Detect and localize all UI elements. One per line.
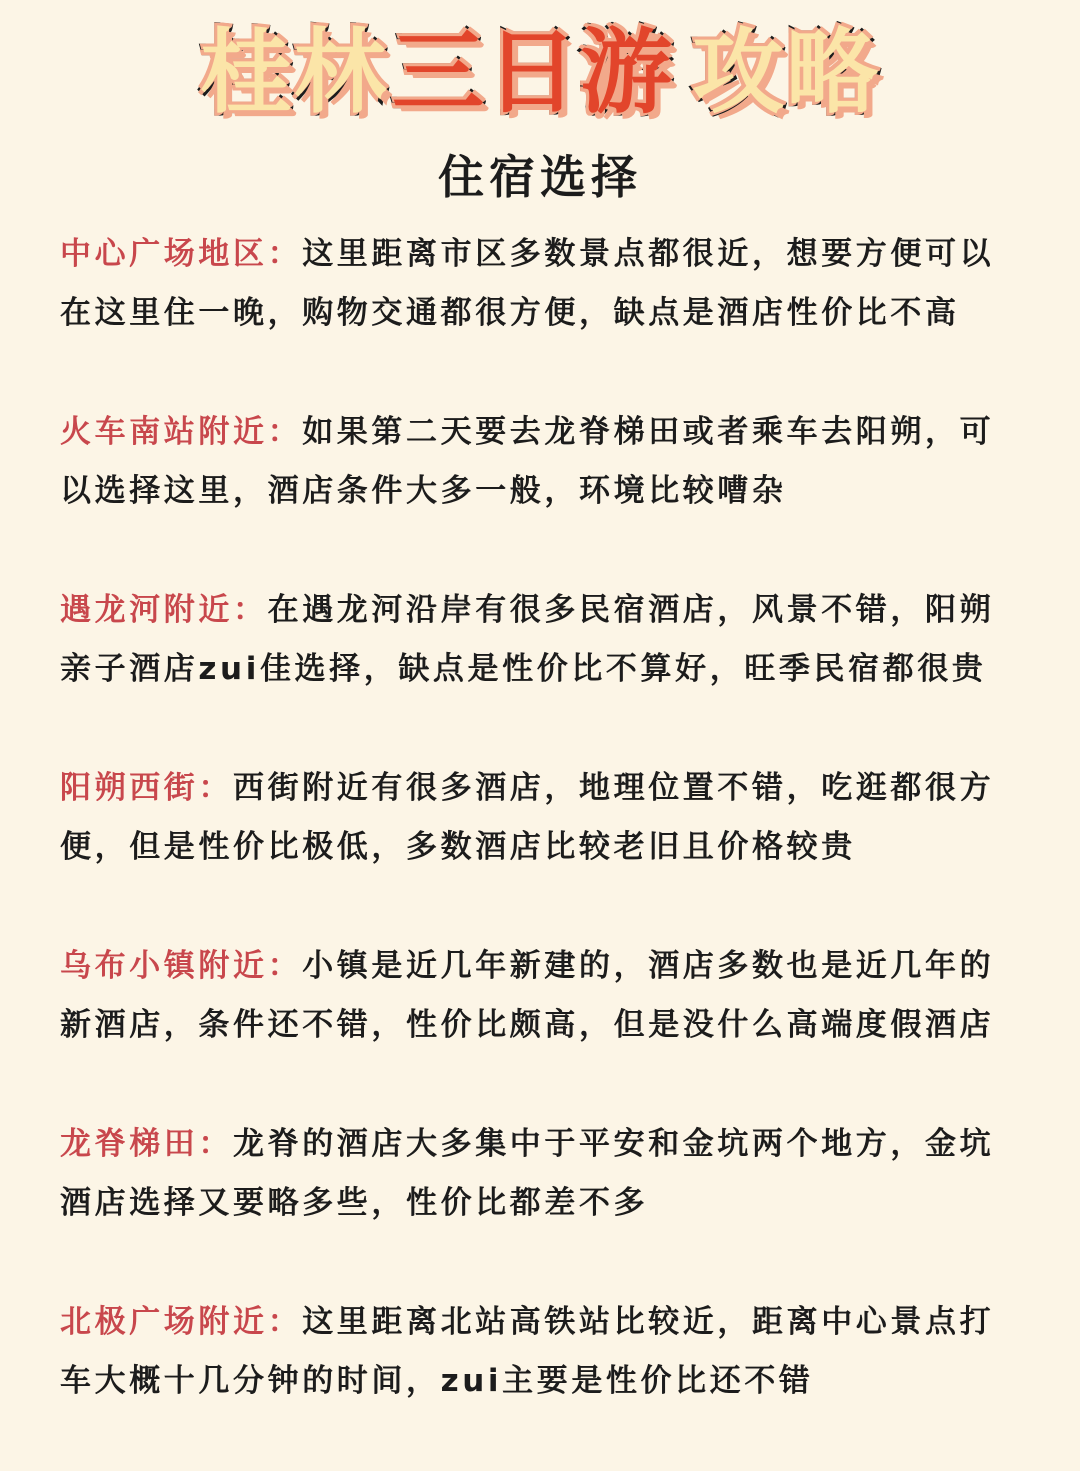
section-heading: 住宿选择 [438, 150, 642, 204]
area-label: 火车南站附近： [60, 414, 303, 450]
area-label: 阳朔西街： [60, 770, 233, 806]
area-description: 如果第二天要去龙脊梯田或者乘车去阳朔，可以选择这里，酒店条件大多一般，环境比较嘈杂 [60, 414, 995, 509]
title-banner [0, 18, 1080, 128]
title-guide: 攻略 [692, 19, 881, 126]
area-description: 这里距离北站高铁站比较近，距离中心景点打车大概十几分钟的时间，zui主要是性价比还不错 [60, 1304, 995, 1399]
area-label: 龙脊梯田： [60, 1126, 233, 1162]
accommodation-entry [60, 759, 1020, 877]
accommodation-entry [60, 1293, 1020, 1411]
area-description: 这里距离市区多数景点都很近，想要方便可以在这里住一晚，购物交通都很方便，缺点是酒店性价比不高 [60, 236, 995, 331]
page-title [200, 18, 880, 128]
accommodation-entry [60, 403, 1020, 521]
accommodation-entry [60, 225, 1020, 343]
accommodation-entry [60, 1115, 1020, 1233]
area-description: 西街附近有很多酒店，地理位置不错，吃逛都很方便，但是性价比极低，多数酒店比较老旧且价格较贵 [60, 770, 995, 865]
title-duration: 三日游 [391, 19, 674, 126]
accommodation-entry [60, 937, 1020, 1055]
title-city: 桂林 [199, 19, 388, 126]
area-label: 乌布小镇附近： [60, 948, 303, 984]
area-description: 小镇是近几年新建的，酒店多数也是近几年的新酒店，条件还不错，性价比颇高，但是没什么高端度假酒店 [60, 948, 995, 1043]
area-label: 中心广场地区： [60, 236, 303, 272]
area-description: 在遇龙河沿岸有很多民宿酒店，风景不错，阳朔亲子酒店zui佳选择，缺点是性价比不算好，旺季民宿都很贵 [60, 592, 995, 687]
accommodation-entry [60, 581, 1020, 699]
area-label: 遇龙河附近： [60, 592, 268, 628]
area-description: 龙脊的酒店大多集中于平安和金坑两个地方，金坑酒店选择又要略多些，性价比都差不多 [60, 1126, 995, 1221]
area-label: 北极广场附近： [60, 1304, 303, 1340]
accommodation-list [60, 225, 1020, 1471]
